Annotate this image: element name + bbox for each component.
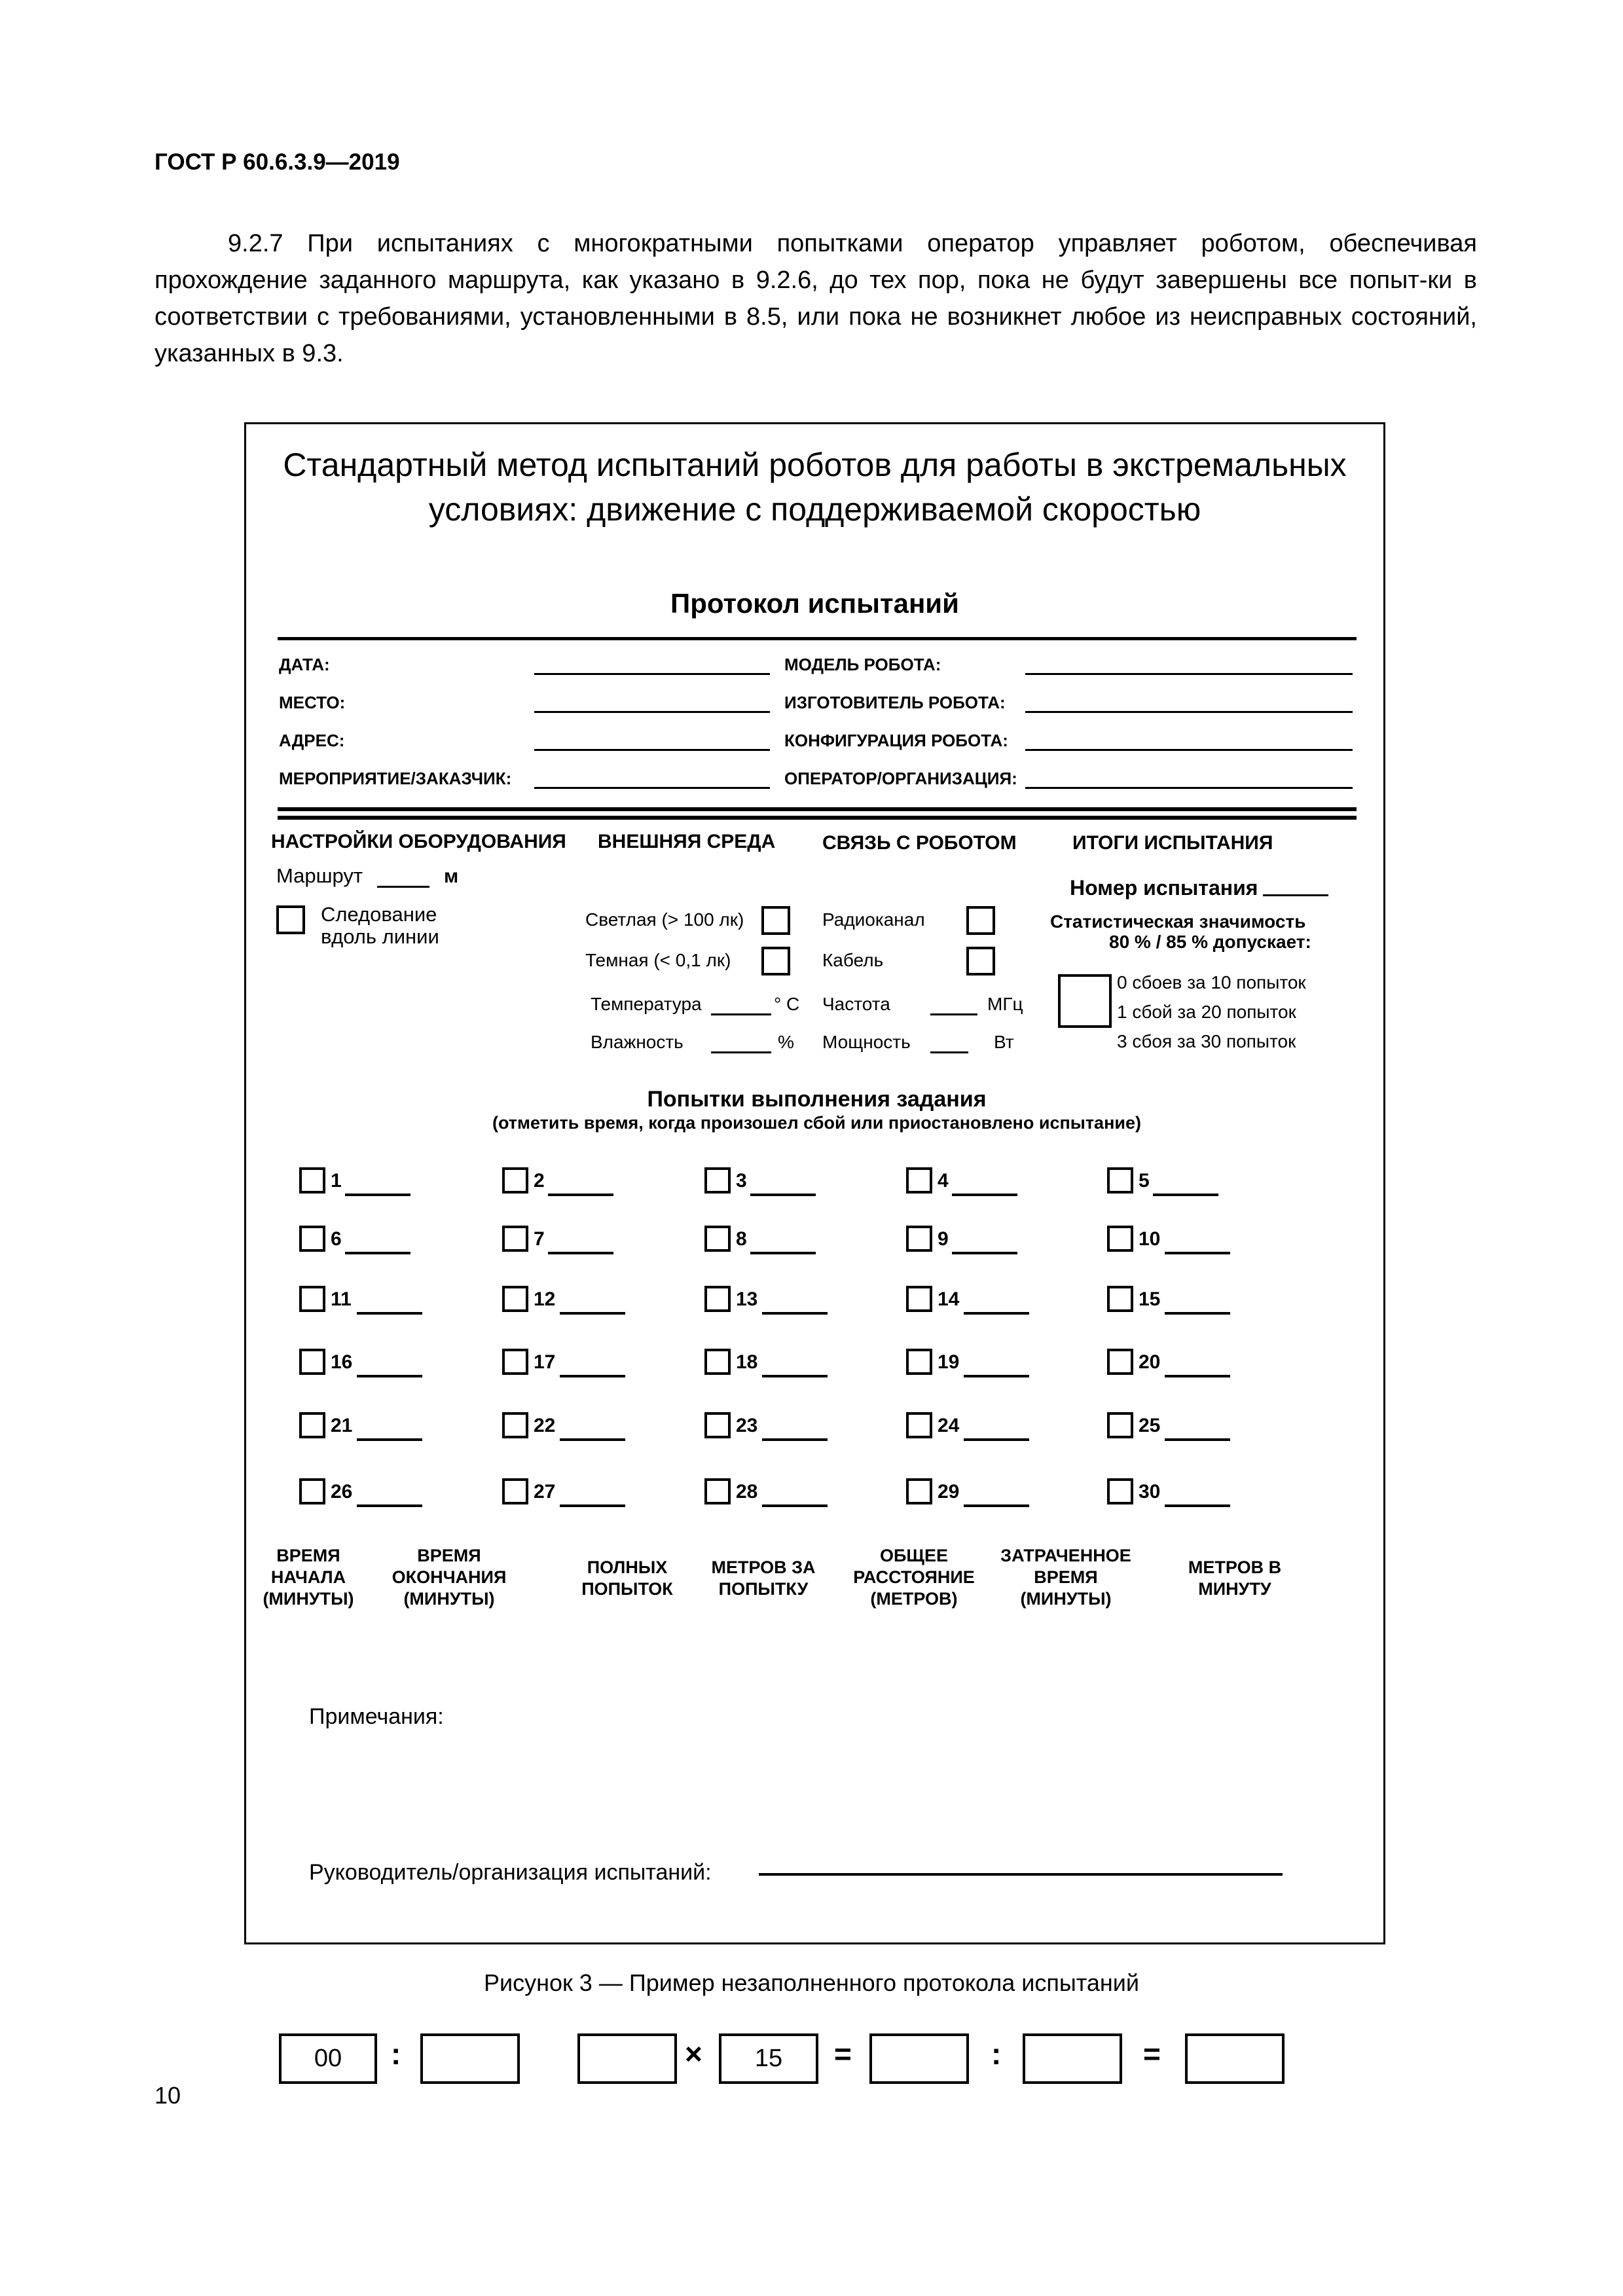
attempt-time-line[interactable] — [560, 1375, 625, 1377]
attempt-checkbox[interactable] — [906, 1478, 932, 1504]
attempt-27[interactable] — [502, 1476, 627, 1508]
attempt-checkbox[interactable] — [299, 1286, 325, 1312]
attempt-20[interactable] — [1107, 1346, 1231, 1379]
attempts-title: Попытки выполнения задания — [647, 1087, 987, 1112]
attempt-8[interactable] — [704, 1223, 829, 1256]
section-rule-2 — [278, 816, 1357, 820]
test-number-line[interactable] — [1263, 894, 1328, 896]
attempt-time-line[interactable] — [964, 1312, 1029, 1315]
temperature-label: Температура — [591, 994, 702, 1014]
calc-op-equals-1: = — [834, 2037, 852, 2071]
field-label-date: ДАТА: — [279, 655, 330, 674]
attempt-number: 10 — [1139, 1228, 1161, 1250]
humidity-label: Влажность — [591, 1032, 684, 1052]
attempt-time-line[interactable] — [357, 1438, 422, 1441]
humidity-line[interactable] — [711, 1051, 771, 1053]
power-label: Мощность — [822, 1032, 911, 1052]
attempt-number: 5 — [1139, 1170, 1150, 1192]
section-environment: ВНЕШНЯЯ СРЕДА — [598, 831, 776, 852]
frequency-unit: МГц — [987, 994, 1023, 1014]
attempt-2[interactable] — [502, 1165, 627, 1197]
field-line-robot-model[interactable] — [1025, 673, 1353, 675]
attempt-time-line[interactable] — [1165, 1252, 1230, 1254]
attempt-1[interactable] — [299, 1165, 424, 1197]
attempt-checkbox[interactable] — [299, 1349, 325, 1375]
calc-total-distance-box[interactable] — [869, 2033, 969, 2084]
attempt-time-line[interactable] — [1165, 1504, 1230, 1507]
attempt-number: 4 — [938, 1170, 949, 1192]
field-label-operator: ОПЕРАТОР/ОРГАНИЗАЦИЯ: — [784, 769, 1017, 788]
attempt-15[interactable] — [1107, 1283, 1231, 1316]
attempt-time-line[interactable] — [357, 1504, 422, 1507]
field-line-robot-config[interactable] — [1025, 749, 1353, 751]
calc-op-colon-2: : — [991, 2037, 1002, 2071]
attempt-checkbox[interactable] — [704, 1167, 731, 1194]
field-line-place[interactable] — [534, 711, 770, 713]
field-label-robot-config: КОНФИГУРАЦИЯ РОБОТА: — [784, 731, 1008, 750]
attempt-checkbox[interactable] — [906, 1349, 932, 1375]
attempt-time-line[interactable] — [750, 1194, 816, 1196]
attempt-number: 18 — [736, 1351, 758, 1373]
attempt-12[interactable] — [502, 1283, 627, 1316]
attempt-number: 3 — [736, 1170, 747, 1192]
section-rule-1 — [278, 807, 1357, 811]
attempt-checkbox[interactable] — [906, 1412, 932, 1438]
temperature-unit: ° С — [774, 994, 800, 1014]
line-follow-checkbox[interactable] — [276, 905, 305, 934]
temperature-line[interactable] — [711, 1013, 771, 1015]
attempt-time-line[interactable] — [762, 1438, 828, 1441]
attempt-number: 21 — [331, 1415, 353, 1436]
calc-end-box[interactable] — [420, 2033, 520, 2084]
attempt-13[interactable] — [704, 1283, 829, 1316]
attempt-23[interactable] — [704, 1410, 829, 1442]
supervisor-label: Руководитель/организация испытаний: — [309, 1860, 712, 1885]
attempt-time-line[interactable] — [357, 1375, 422, 1377]
radio-checkbox[interactable] — [966, 906, 995, 935]
attempt-time-line[interactable] — [1165, 1312, 1230, 1315]
route-label: Маршрут — [276, 864, 363, 887]
cable-label: Кабель — [822, 950, 884, 970]
calc-header-total-distance: ОБЩЕЕ РАССТОЯНИЕ (МЕТРОВ) — [853, 1546, 975, 1609]
test-number-label: Номер испытания — [1070, 876, 1258, 900]
attempt-time-line[interactable] — [1165, 1438, 1230, 1441]
result-option-2: 3 сбоя за 30 попыток — [1117, 1031, 1296, 1051]
attempt-11[interactable] — [299, 1283, 424, 1316]
attempts-subtitle: (отметить время, когда произошел сбой или приостановлено испытание) — [492, 1113, 1141, 1133]
attempt-time-line[interactable] — [345, 1194, 410, 1196]
attempt-checkbox[interactable] — [704, 1286, 731, 1312]
attempt-checkbox[interactable] — [502, 1412, 528, 1438]
field-line-date[interactable] — [534, 673, 770, 675]
attempt-time-line[interactable] — [560, 1438, 625, 1441]
attempt-time-line[interactable] — [762, 1504, 828, 1507]
frequency-line[interactable] — [930, 1013, 977, 1015]
result-option-0: 0 сбоев за 10 попыток — [1117, 972, 1306, 993]
attempt-time-line[interactable] — [762, 1312, 828, 1315]
attempt-18[interactable] — [704, 1346, 829, 1379]
results-box[interactable] — [1058, 974, 1112, 1028]
humidity-unit: % — [778, 1032, 794, 1052]
calc-meters-per-attempt-box[interactable]: 15 — [719, 2033, 818, 2084]
attempt-16[interactable] — [299, 1346, 424, 1379]
attempt-time-line[interactable] — [952, 1194, 1017, 1196]
page-number: 10 — [155, 2082, 181, 2109]
attempt-time-line[interactable] — [964, 1438, 1029, 1441]
attempt-time-line[interactable] — [952, 1252, 1017, 1254]
attempt-10[interactable] — [1107, 1223, 1231, 1256]
attempt-time-line[interactable] — [762, 1375, 828, 1377]
calc-op-colon-1: : — [391, 2037, 401, 2071]
attempt-number: 2 — [534, 1170, 545, 1192]
form-title: Стандартный метод испытаний роботов для работы в экстремальных условиях: движение с поддерживаемой скоростью — [283, 446, 1347, 528]
calc-header-end: ВРЕМЯ ОКОНЧАНИЯ (МИНУТЫ) — [392, 1546, 507, 1609]
dark-label: Темная (< 0,1 лк) — [585, 950, 731, 970]
result-option-1: 1 сбой за 20 попыток — [1117, 1002, 1296, 1022]
attempt-number: 6 — [331, 1228, 342, 1250]
attempt-number: 19 — [938, 1351, 960, 1373]
attempt-number: 30 — [1139, 1481, 1161, 1503]
body-paragraph — [155, 225, 1477, 372]
supervisor-line[interactable] — [759, 1873, 1283, 1876]
calc-header-elapsed-time: ЗАТРАЧЕННОЕ ВРЕМЯ (МИНУТЫ) — [1000, 1546, 1131, 1609]
attempt-24[interactable] — [906, 1410, 1030, 1442]
attempt-17[interactable] — [502, 1346, 627, 1379]
attempt-checkbox[interactable] — [906, 1286, 932, 1312]
attempt-30[interactable] — [1107, 1476, 1231, 1508]
attempt-21[interactable] — [299, 1410, 424, 1442]
attempt-number: 7 — [534, 1228, 545, 1250]
calc-header-meters-per-attempt: МЕТРОВ ЗА ПОПЫТКУ — [711, 1558, 816, 1599]
calc-elapsed-time-box[interactable] — [1023, 2033, 1122, 2084]
attempt-25[interactable] — [1107, 1410, 1231, 1442]
attempt-9[interactable] — [906, 1223, 1030, 1256]
attempt-checkbox[interactable] — [299, 1167, 325, 1194]
line-follow-label: Следование вдоль линии — [321, 903, 439, 948]
attempt-time-line[interactable] — [964, 1375, 1029, 1377]
attempt-number: 27 — [534, 1481, 556, 1503]
field-label-robot-manufacturer: ИЗГОТОВИТЕЛЬ РОБОТА: — [784, 693, 1006, 712]
attempt-number: 16 — [331, 1351, 353, 1373]
attempt-checkbox[interactable] — [299, 1478, 325, 1504]
calc-header-start: ВРЕМЯ НАЧАЛА (МИНУТЫ) — [263, 1546, 354, 1609]
calc-op-equals-2: = — [1143, 2037, 1161, 2071]
attempt-time-line[interactable] — [560, 1504, 625, 1507]
attempt-time-line[interactable] — [357, 1312, 422, 1315]
attempt-checkbox[interactable] — [1107, 1478, 1133, 1504]
section-equipment: НАСТРОЙКИ ОБОРУДОВАНИЯ — [271, 831, 566, 852]
power-line[interactable] — [930, 1051, 968, 1053]
section-results: ИТОГИ ИСПЫТАНИЯ — [1072, 832, 1273, 854]
attempt-time-line[interactable] — [964, 1504, 1029, 1507]
paragraph-text: 9.2.7 При испытаниях с многократными попытками оператор управляет роботом, обеспечивая прохождение заданного маршрута, как указано в 9.2.6, до тех пор, пока не будут завершены все попыт-ки в соответствии с требованиями, установленными в 8.5, или пока не возникнет любое из неисправных состояний, указанных в 9.3. — [155, 230, 1477, 367]
attempt-checkbox[interactable] — [502, 1167, 528, 1194]
attempt-checkbox[interactable] — [299, 1412, 325, 1438]
attempt-number: 15 — [1139, 1288, 1161, 1310]
attempt-26[interactable] — [299, 1476, 424, 1508]
attempt-checkbox[interactable] — [1107, 1226, 1133, 1252]
attempt-28[interactable] — [704, 1476, 829, 1508]
section-comms: СВЯЗЬ С РОБОТОМ — [822, 832, 1017, 854]
attempt-number: 8 — [736, 1228, 747, 1250]
attempt-number: 13 — [736, 1288, 758, 1310]
attempt-5[interactable] — [1107, 1165, 1231, 1197]
title-rule — [278, 637, 1357, 640]
attempt-7[interactable] — [502, 1223, 627, 1256]
field-label-robot-model: МОДЕЛЬ РОБОТА: — [784, 655, 941, 674]
attempt-time-line[interactable] — [750, 1252, 816, 1254]
attempt-number: 12 — [534, 1288, 556, 1310]
attempt-number: 1 — [331, 1170, 342, 1192]
attempt-number: 11 — [331, 1288, 352, 1310]
calc-full-attempts-box[interactable] — [577, 2033, 677, 2084]
attempt-number: 14 — [938, 1288, 960, 1310]
attempt-checkbox[interactable] — [502, 1478, 528, 1504]
attempt-number: 29 — [938, 1481, 960, 1503]
attempt-number: 23 — [736, 1415, 758, 1436]
attempt-checkbox[interactable] — [1107, 1412, 1133, 1438]
attempt-time-line[interactable] — [560, 1312, 625, 1315]
field-line-robot-manufacturer[interactable] — [1025, 711, 1353, 713]
route-line[interactable] — [377, 886, 429, 888]
attempt-checkbox[interactable] — [502, 1226, 528, 1252]
attempt-number: 22 — [534, 1415, 556, 1436]
attempt-number: 28 — [736, 1481, 758, 1503]
calc-header-meters-per-minute: МЕТРОВ В МИНУТУ — [1188, 1558, 1282, 1599]
attempt-checkbox[interactable] — [704, 1412, 731, 1438]
attempt-number: 17 — [534, 1351, 556, 1373]
attempt-time-line[interactable] — [548, 1252, 613, 1254]
attempt-14[interactable] — [906, 1283, 1030, 1316]
attempt-time-line[interactable] — [548, 1194, 613, 1196]
attempt-3[interactable] — [704, 1165, 829, 1197]
route-unit: м — [444, 866, 459, 887]
attempt-number: 20 — [1139, 1351, 1161, 1373]
attempt-checkbox[interactable] — [502, 1349, 528, 1375]
attempt-4[interactable] — [906, 1165, 1030, 1197]
calc-header-full-attempts: ПОЛНЫХ ПОПЫТОК — [581, 1558, 673, 1599]
attempt-22[interactable] — [502, 1410, 627, 1442]
attempt-number: 26 — [331, 1481, 353, 1503]
attempt-checkbox[interactable] — [704, 1226, 731, 1252]
power-unit: Вт — [994, 1032, 1014, 1052]
attempt-29[interactable] — [906, 1476, 1030, 1508]
notes-label: Примечания: — [309, 1704, 444, 1729]
significance-value: 80 % / 85 % допускает: — [1109, 932, 1311, 952]
attempt-number: 9 — [938, 1228, 949, 1250]
attempt-checkbox[interactable] — [906, 1226, 932, 1252]
attempt-time-line[interactable] — [1165, 1375, 1230, 1377]
field-label-place: МЕСТО: — [279, 693, 346, 712]
field-label-address: АДРЕС: — [279, 731, 345, 750]
form-subtitle: Протокол испытаний — [670, 588, 959, 619]
calc-op-times: × — [685, 2037, 702, 2071]
field-line-address[interactable] — [534, 749, 770, 751]
attempt-checkbox[interactable] — [704, 1349, 731, 1375]
attempt-6[interactable] — [299, 1223, 424, 1256]
calc-start-box[interactable]: 00 — [279, 2033, 377, 2084]
attempt-checkbox[interactable] — [1107, 1286, 1133, 1312]
light-label: Светлая (> 100 лк) — [585, 909, 744, 930]
field-line-event[interactable] — [534, 787, 770, 789]
radio-label: Радиоканал — [822, 909, 925, 930]
dark-checkbox[interactable] — [761, 947, 790, 975]
attempt-number: 24 — [938, 1415, 960, 1436]
attempt-checkbox[interactable] — [704, 1478, 731, 1504]
calc-meters-per-minute-box[interactable] — [1185, 2033, 1285, 2084]
field-line-operator[interactable] — [1025, 787, 1353, 789]
field-label-event: МЕРОПРИЯТИЕ/ЗАКАЗЧИК: — [279, 769, 512, 788]
cable-checkbox[interactable] — [966, 947, 995, 975]
attempt-19[interactable] — [906, 1346, 1030, 1379]
attempt-number: 25 — [1139, 1415, 1161, 1436]
significance-label: Статистическая значимость — [1050, 911, 1306, 932]
attempt-checkbox[interactable] — [906, 1167, 932, 1194]
light-checkbox[interactable] — [761, 906, 790, 935]
attempt-checkbox[interactable] — [1107, 1167, 1133, 1194]
attempt-checkbox[interactable] — [1107, 1349, 1133, 1375]
document-code: ГОСТ Р 60.6.3.9—2019 — [155, 149, 400, 175]
figure-caption: Рисунок 3 — Пример незаполненного протокола испытаний — [484, 1969, 1139, 1996]
attempt-checkbox[interactable] — [502, 1286, 528, 1312]
frequency-label: Частота — [822, 994, 890, 1014]
attempt-checkbox[interactable] — [299, 1226, 325, 1252]
attempt-time-line[interactable] — [1153, 1194, 1218, 1196]
attempt-time-line[interactable] — [345, 1252, 410, 1254]
